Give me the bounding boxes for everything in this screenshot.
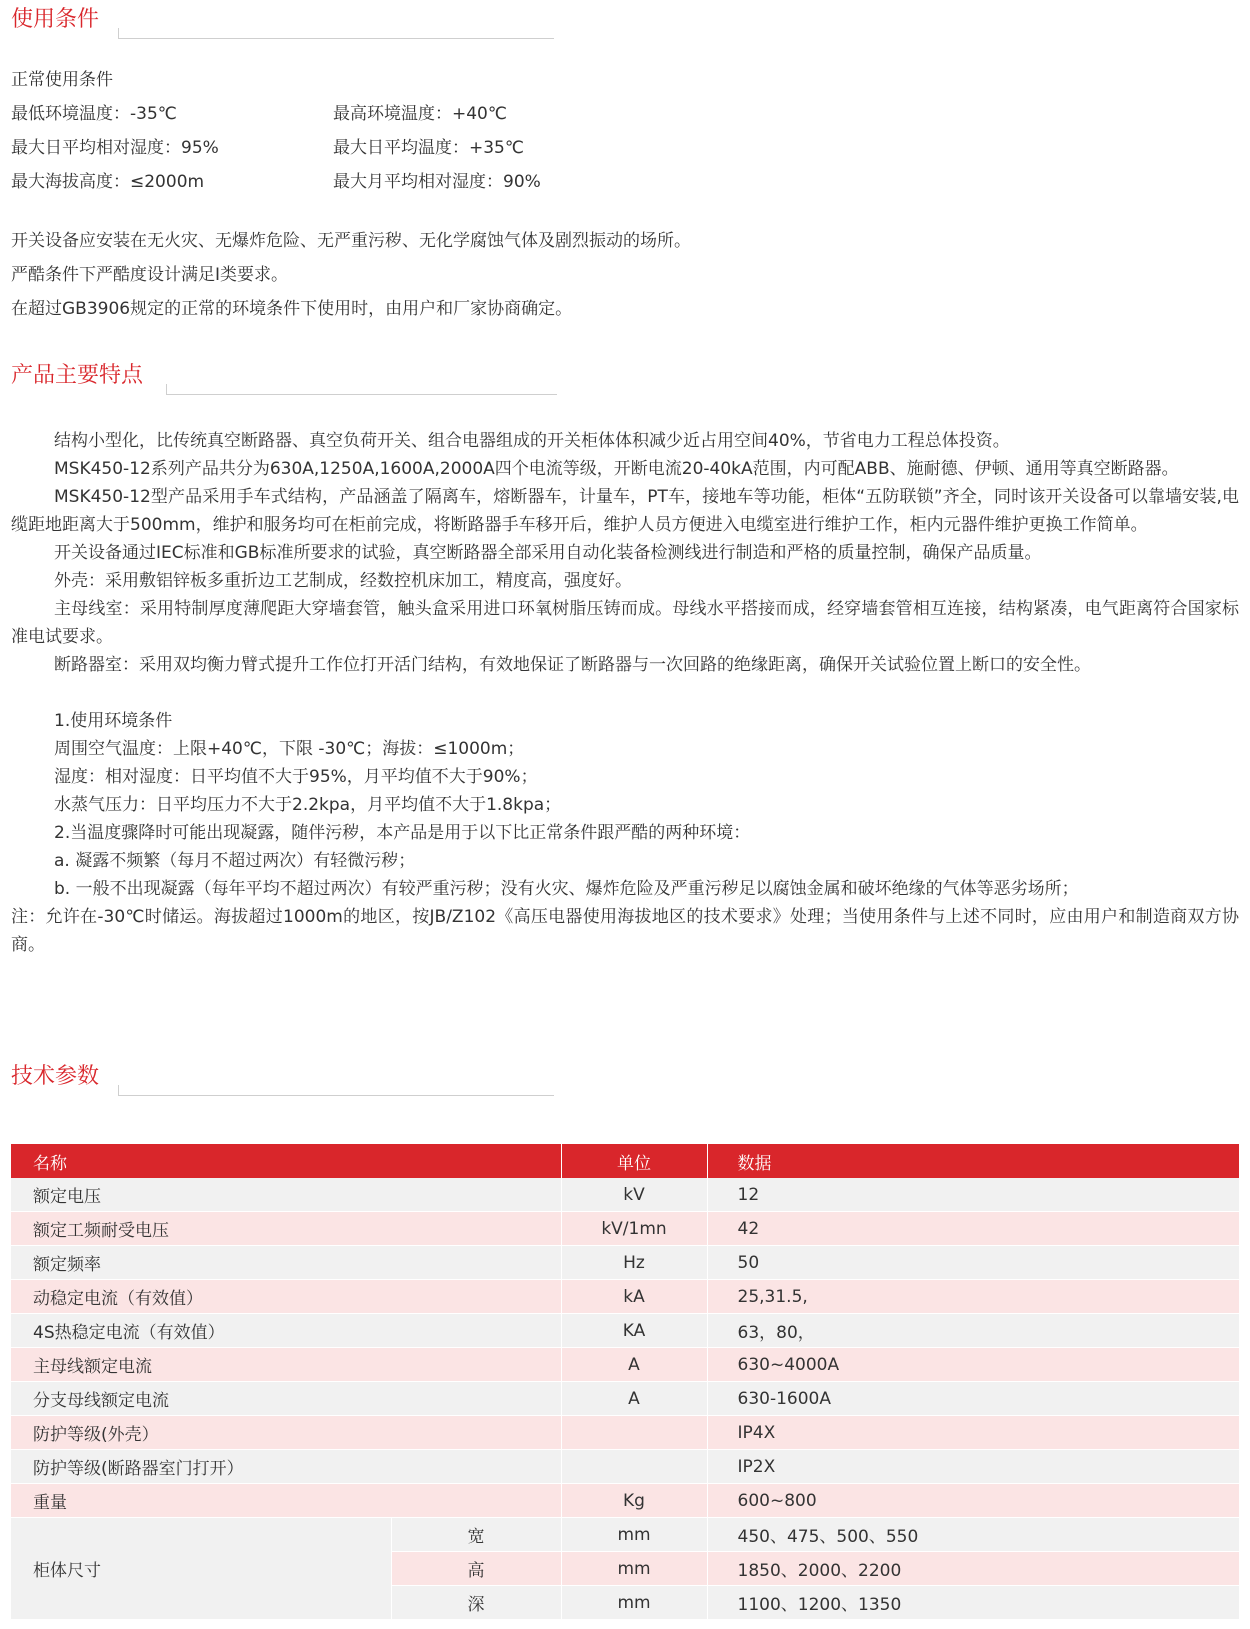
table-row [11, 1314, 1239, 1348]
param-name: 主母线额定电流 [11, 1348, 561, 1382]
table-row [11, 1348, 1239, 1382]
header-unit: 单位 [561, 1144, 707, 1178]
param-name: 防护等级(外壳） [11, 1416, 561, 1450]
env-line: 1.使用环境条件 [54, 711, 173, 731]
param-name: 柜体尺寸 [11, 1518, 391, 1620]
section-title-features: 产品主要特点 [11, 363, 144, 388]
env-line: 周围空气温度：上限+40℃，下限 -30℃；海拔：≤1000m； [54, 739, 525, 759]
table-row [11, 1178, 1239, 1212]
param-name: 重量 [11, 1484, 561, 1518]
table-row [11, 1382, 1239, 1416]
param-name: 分支母线额定电流 [11, 1382, 561, 1416]
table-row [11, 1484, 1239, 1518]
param-name: 额定频率 [11, 1246, 561, 1280]
feature-paragraph: 主母线室：采用特制厚度薄爬距大穿墙套管，触头盒采用进口环氧树脂压铸而成。母线水平搭接而成，经穿墙套管相互连接，结构紧凑，电气距离符合国家标准电试要求。 [11, 599, 1239, 647]
param-unit: kV [561, 1178, 707, 1212]
param-name: 额定电压 [11, 1178, 561, 1212]
condition-right: 最大月平均相对湿度：90% [333, 172, 541, 192]
spacer [11, 679, 1239, 707]
table-row [11, 1246, 1239, 1280]
param-unit: A [561, 1382, 707, 1416]
param-unit: mm [561, 1518, 707, 1552]
param-unit: A [561, 1348, 707, 1382]
param-value: 42 [707, 1212, 1239, 1246]
feature-paragraph: 结构小型化，比传统真空断路器、真空负荷开关、组合电器组成的开关柜体体积减少近占用空间40%，节省电力工程总体投资。 [54, 431, 1010, 451]
usage-subtitle: 正常使用条件 [11, 70, 113, 90]
param-value: 630~4000A [707, 1348, 1239, 1382]
param-value: IP4X [707, 1416, 1239, 1450]
env-line: a. 凝露不频繁（每月不超过两次）有轻微污秽； [54, 851, 416, 871]
features-body [11, 427, 1239, 959]
param-name: 4S热稳定电流（有效值） [11, 1314, 561, 1348]
title-divider [166, 384, 557, 395]
param-value: 12 [707, 1178, 1239, 1212]
spec-table [11, 1144, 1240, 1620]
param-value: 450、475、500、550 [707, 1518, 1239, 1552]
param-unit: kA [561, 1280, 707, 1314]
param-value: 600~800 [707, 1484, 1239, 1518]
param-value: 50 [707, 1246, 1239, 1280]
condition-right: 最高环境温度：+40℃ [333, 104, 507, 124]
table-row [11, 1280, 1239, 1314]
dimension-label: 宽 [391, 1518, 561, 1552]
section-title-specs: 技术参数 [11, 1064, 100, 1089]
param-value: IP2X [707, 1450, 1239, 1484]
feature-paragraph: MSK450-12型产品采用手车式结构，产品涵盖了隔离车，熔断器车，计量车，PT车，接地车等功能，柜体“五防联锁”齐全，同时该开关设备可以靠墙安装,电缆距地距离大于500mm，维护和服务均可在柜前完成，将断路器手车移开后，维护人员方便进入电缆室进行维护工作，柜内元器件维护更换工作简单。 [11, 487, 1239, 535]
param-unit: Kg [561, 1484, 707, 1518]
dimension-label: 高 [391, 1552, 561, 1586]
param-unit [561, 1416, 707, 1450]
env-line: 水蒸气压力：日平均压力不大于2.2kpa，月平均值不大于1.8kpa； [54, 795, 562, 815]
param-name: 动稳定电流（有效值） [11, 1280, 561, 1314]
usage-note: 开关设备应安装在无火灾、无爆炸危险、无严重污秽、无化学腐蚀气体及剧烈振动的场所。 [11, 231, 691, 251]
features-note: 注：允许在-30℃时储运。海拔超过1000m的地区，按JB/Z102《高压电器使用海拔地区的技术要求》处理；当使用条件与上述不同时，应由用户和制造商双方协商。 [11, 907, 1239, 955]
param-value: 1100、1200、1350 [707, 1586, 1239, 1620]
condition-left: 最大日平均相对湿度：95% [11, 138, 219, 158]
condition-right: 最大日平均温度：+35℃ [333, 138, 524, 158]
param-unit [561, 1450, 707, 1484]
feature-paragraph: 开关设备通过IEC标准和GB标准所要求的试验，真空断路器全部采用自动化装备检测线进行制造和严格的质量控制，确保产品质量。 [54, 543, 1042, 563]
feature-paragraph: MSK450-12系列产品共分为630A,1250A,1600A,2000A四个电流等级，开断电流20-40kA范围，内可配ABB、施耐德、伊顿、通用等真空断路器。 [54, 459, 1179, 479]
param-value: 1850、2000、2200 [707, 1552, 1239, 1586]
env-line: 2.当温度骤降时可能出现凝露，随伴污秽，本产品是用于以下比正常条件跟严酷的两种环境： [54, 823, 751, 843]
param-unit: kV/1mn [561, 1212, 707, 1246]
env-line: 湿度：相对湿度：日平均值不大于95%，月平均值不大于90%； [54, 767, 538, 787]
param-name: 防护等级(断路器室门打开） [11, 1450, 561, 1484]
section-title-usage: 使用条件 [11, 7, 100, 32]
param-value: 25,31.5, [707, 1280, 1239, 1314]
table-row [11, 1518, 1239, 1552]
usage-note: 在超过GB3906规定的正常的环境条件下使用时，由用户和厂家协商确定。 [11, 299, 573, 319]
param-unit: mm [561, 1586, 707, 1620]
param-name: 额定工频耐受电压 [11, 1212, 561, 1246]
param-unit: mm [561, 1552, 707, 1586]
header-value: 数据 [707, 1144, 1239, 1178]
feature-paragraph: 断路器室：采用双均衡力臂式提升工作位打开活门结构，有效地保证了断路器与一次回路的绝缘距离，确保开关试验位置上断口的安全性。 [54, 655, 1091, 675]
param-unit: Hz [561, 1246, 707, 1280]
dimension-label: 深 [391, 1586, 561, 1620]
param-value: 630-1600A [707, 1382, 1239, 1416]
param-value: 63，80， [707, 1314, 1239, 1348]
condition-left: 最低环境温度：-35℃ [11, 104, 177, 124]
condition-left: 最大海拔高度：≤2000m [11, 172, 205, 192]
feature-paragraph: 外壳：采用敷铝锌板多重折边工艺制成，经数控机床加工，精度高，强度好。 [54, 571, 632, 591]
env-line: b. 一般不出现凝露（每年平均不超过两次）有较严重污秽；没有火灾、爆炸危险及严重污秽足以腐蚀金属和破坏绝缘的气体等恶劣场所； [54, 879, 1079, 899]
param-unit: KA [561, 1314, 707, 1348]
table-row [11, 1416, 1239, 1450]
title-divider [118, 1085, 554, 1096]
header-name: 名称 [11, 1144, 561, 1178]
usage-note: 严酷条件下严酷度设计满足I类要求。 [11, 265, 289, 285]
table-row [11, 1212, 1239, 1246]
table-row [11, 1450, 1239, 1484]
title-divider [118, 28, 554, 39]
